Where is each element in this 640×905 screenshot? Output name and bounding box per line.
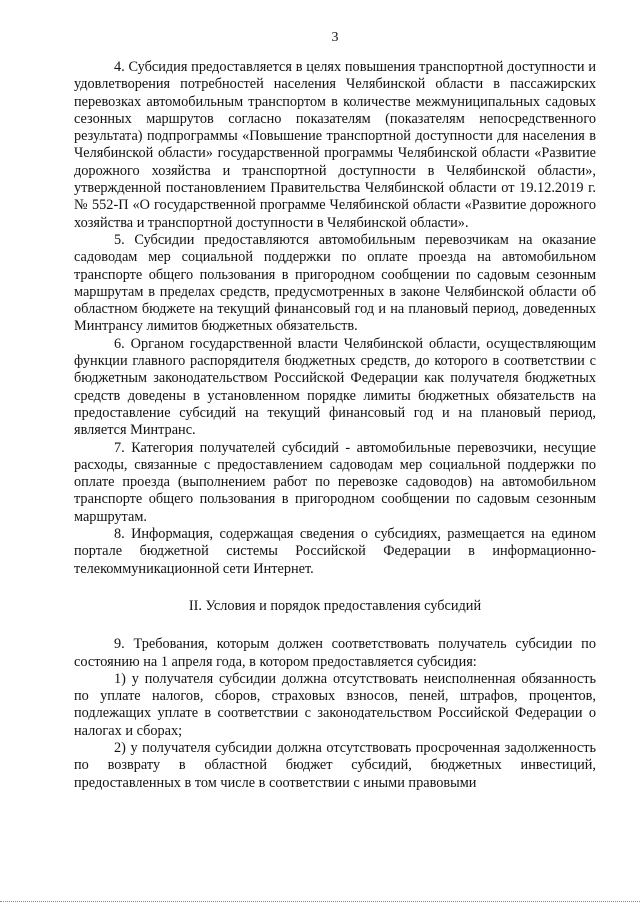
paragraph-9-item-1: 1) у получателя субсидии должна отсутствовать неисполненная обязанность по уплате налогов, сборов, страховых взносов, пеней, штрафов, процентов, подлежащих уплате в соответствии с законодательством Российской Федерации о налогах и сборах; (74, 670, 596, 739)
paragraph-8: 8. Информация, содержащая сведения о субсидиях, размещается на едином портале бюджетной системы Российской Федерации в информационно-телекоммуникационной сети Интернет. (74, 526, 596, 577)
section-heading: II. Условия и порядок предоставления субсидий (188, 597, 482, 614)
page-number: 3 (331, 30, 339, 45)
paragraph-7: 7. Категория получателей субсидий - автомобильные перевозчики, несущие расходы, связанные с предоставлением садоводам мер социальной поддержки по оплате проезда (выполнением работ по перевозке садоводов) на автомобильном транспорте общего пользования в пригородном сообщении по садовым сезонным маршрутам. (74, 439, 596, 525)
paragraph-4: 4. Субсидия предоставляется в целях повышения транспортной доступности и удовлетворения потребностей населения Челябинской области в пассажирских перевозках автомобильным транспортом в количестве межмуниципальных садовых сезонных маршрутов согласно показателям (показателям непосредственного результата) подпрограммы «Повышение транспортной доступности для населения в Челябинской области» государственной программы Челябинской области «Развитие дорожного хозяйства и транспортной доступности в Челябинской области», утвержденной постановлением Правительства Челябинской области от 19.12.2019 г. № 552-П «О государственной программе Челябинской области «Развитие дорожного хозяйства и транспортной доступности в Челябинской области». (74, 59, 596, 231)
paragraph-9-item-2: 2) у получателя субсидии должна отсутствовать просроченная задолженность по возврату в областной бюджет субсидий, бюджетных инвестиций, предоставленных в том числе в соответствии с иными правовыми (74, 739, 596, 791)
paragraph-9: 9. Требования, которым должен соответствовать получатель субсидии по состоянию на 1 апреля года, в котором предоставляется субсидия: (74, 636, 596, 670)
scan-edge-divider (0, 901, 640, 902)
paragraph-5: 5. Субсидии предоставляются автомобильным перевозчикам на оказание садоводам мер социальной поддержки по оплате проезда на автомобильном транспорте общего пользования в пригородном сообщении по садовым сезонным маршрутам в пределах средств, предусмотренных в законе Челябинской области об областном бюджете на текущий финансовый год и на плановый период, доведенных Минтрансу лимитов бюджетных обязательств. (74, 231, 596, 335)
paragraph-6: 6. Органом государственной власти Челябинской области, осуществляющим функции главного распорядителя бюджетных средств, до которого в соответствии с бюджетным законодательством Российской Федерации как получателя бюджетных средств доведены в установленном порядке лимиты бюджетных обязательств на предоставление субсидий на текущий финансовый год и на плановый период, является Минтранс. (74, 335, 596, 439)
